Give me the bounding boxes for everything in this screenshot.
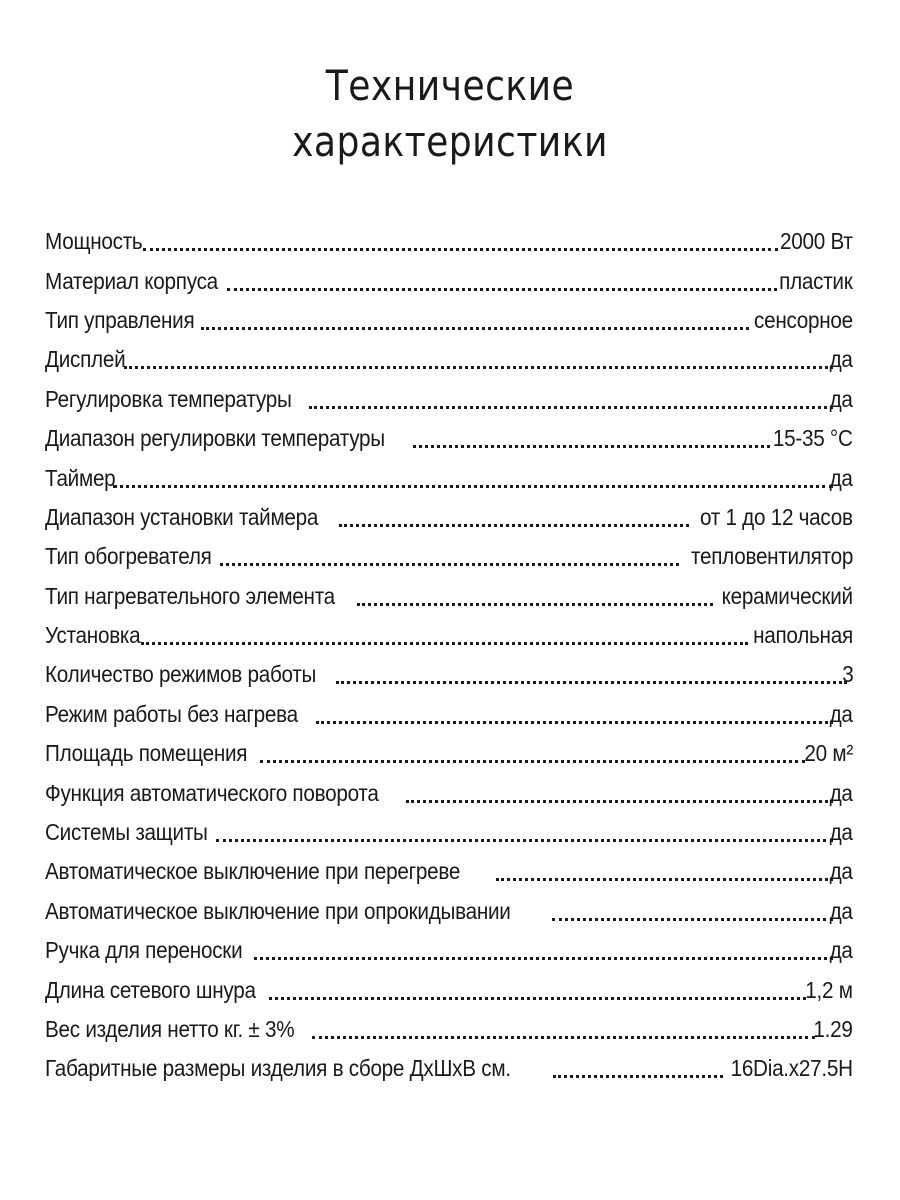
page-title-line-2: характеристики — [292, 117, 608, 166]
spec-value: 1.29 — [813, 1016, 853, 1042]
dot-leader — [406, 800, 834, 803]
dot-leader — [269, 997, 806, 1000]
dot-leader — [339, 524, 690, 527]
dot-leader — [124, 366, 833, 369]
spec-value: да — [829, 385, 853, 412]
dot-leader — [336, 681, 846, 684]
spec-row — [45, 813, 853, 852]
dot-leader — [553, 1075, 724, 1078]
dot-leader — [220, 563, 679, 566]
spec-value: 2000 Вт — [780, 228, 853, 255]
dot-leader — [201, 327, 749, 330]
spec-value: да — [829, 346, 853, 373]
spec-value: 15-35 °С — [773, 425, 853, 452]
spec-value: тепловентилятор — [690, 543, 853, 570]
spec-value: да — [829, 464, 853, 491]
spec-value: сенсорное — [754, 306, 853, 333]
spec-label: Габаритные размеры изделия в сборе ДхШхВ см. — [45, 1055, 511, 1082]
spec-row — [45, 970, 853, 1009]
spec-value: да — [829, 858, 853, 885]
spec-label: Диапазон регулировки температуры — [45, 425, 385, 452]
spec-label: Площадь помещения — [45, 740, 248, 767]
spec-value: да — [829, 700, 853, 727]
spec-row — [45, 498, 853, 537]
spec-row — [45, 537, 853, 576]
spec-row — [45, 577, 853, 616]
spec-label: Системы защиты — [45, 819, 208, 846]
spec-value: 1,2 м — [805, 976, 853, 1003]
spec-row — [45, 1010, 853, 1049]
dot-leader — [316, 721, 833, 724]
dot-leader — [216, 839, 834, 842]
spec-value: пластик — [779, 267, 853, 294]
spec-row — [45, 301, 853, 340]
spec-label: Тип обогревателя — [45, 543, 212, 570]
spec-value: керамический — [721, 582, 853, 609]
dot-leader — [309, 406, 833, 409]
spec-label: Вес изделия нетто кг. ± 3% — [45, 1016, 295, 1042]
spec-row — [45, 852, 853, 891]
spec-row — [45, 773, 853, 812]
dot-leader — [312, 1036, 815, 1039]
spec-row — [45, 892, 853, 931]
dot-leader — [143, 248, 778, 251]
spec-label: Регулировка температуры — [45, 385, 292, 412]
dot-leader — [254, 957, 833, 960]
spec-value: напольная — [753, 622, 853, 649]
spec-value: 3 — [841, 661, 853, 688]
spec-value: да — [829, 779, 853, 806]
spec-row — [45, 261, 853, 300]
spec-label: Функция автоматического поворота — [45, 779, 379, 806]
spec-value: да — [829, 937, 853, 964]
dot-leader — [552, 918, 833, 921]
spec-label: Длина сетевого шнура — [45, 976, 256, 1003]
spec-row — [45, 931, 853, 970]
spec-label: Автоматическое выключение при перегреве — [45, 858, 461, 885]
spec-label: Таймер — [45, 464, 116, 491]
spec-row — [45, 1049, 853, 1088]
spec-row — [45, 222, 853, 261]
spec-label: Автоматическое выключение при опрокидывании — [45, 897, 511, 924]
spec-label: Ручка для переноски — [45, 937, 243, 964]
dot-leader — [141, 642, 748, 645]
spec-value: да — [829, 897, 853, 924]
spec-label: Тип нагревательного элемента — [45, 582, 335, 609]
spec-label: Режим работы без нагрева — [45, 700, 298, 727]
spec-row — [45, 380, 853, 419]
page-title-line-1: Технические — [325, 61, 575, 110]
spec-row — [45, 458, 853, 497]
dot-leader — [496, 878, 833, 881]
spec-label: Диапазон установки таймера — [45, 503, 319, 530]
page-title — [63, 58, 837, 170]
dot-leader — [113, 485, 833, 488]
spec-label: Дисплей — [45, 346, 126, 373]
spec-row — [45, 655, 853, 694]
spec-label: Материал корпуса — [45, 267, 218, 294]
spec-value: от 1 до 12 часов — [700, 503, 853, 530]
spec-label: Мощность — [45, 228, 143, 255]
dot-leader — [413, 445, 771, 448]
spec-row — [45, 695, 853, 734]
spec-row — [45, 340, 853, 379]
spec-label: Установка — [45, 622, 141, 649]
spec-value: 20 м² — [804, 740, 853, 767]
spec-label: Количество режимов работы — [45, 661, 317, 688]
dot-leader — [357, 603, 713, 606]
dot-leader — [227, 288, 777, 291]
dot-leader — [260, 760, 805, 763]
spec-list — [45, 222, 853, 1089]
spec-row — [45, 734, 853, 773]
spec-value: 16Dia.x27.5H — [730, 1055, 853, 1082]
spec-value: да — [829, 819, 853, 846]
spec-row — [45, 616, 853, 655]
spec-row — [45, 419, 853, 458]
spec-label: Тип управления — [45, 306, 195, 333]
